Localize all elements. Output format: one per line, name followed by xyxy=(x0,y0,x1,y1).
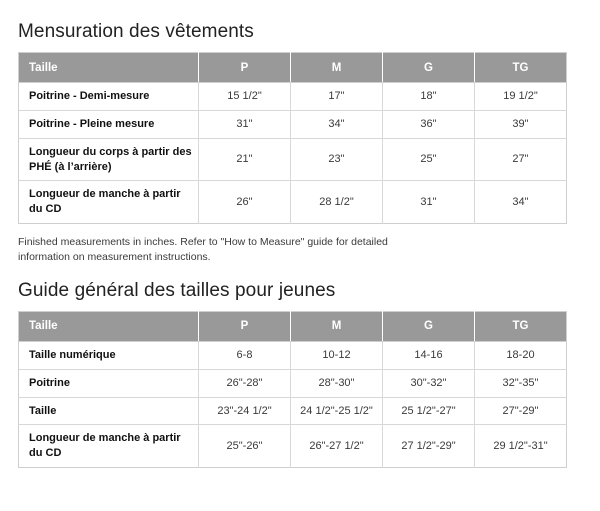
cell-g: 31" xyxy=(383,181,475,224)
cell-g: 14-16 xyxy=(383,341,475,369)
page-title-garment-measurements: Mensuration des vêtements xyxy=(18,21,254,42)
cell-g: 18" xyxy=(383,83,475,111)
column-header-tg: TG xyxy=(475,311,567,341)
table-row xyxy=(19,110,567,138)
cell-tg: 19 1/2" xyxy=(475,83,567,111)
row-label: Poitrine - Demi-mesure xyxy=(19,83,199,111)
cell-p: 25"-26" xyxy=(199,425,291,468)
cell-p: 21" xyxy=(199,138,291,181)
cell-m: 34" xyxy=(291,110,383,138)
cell-g: 30"-32" xyxy=(383,369,475,397)
cell-tg: 29 1/2"-31" xyxy=(493,439,548,452)
cell-m: 28"-30" xyxy=(291,369,383,397)
table-row xyxy=(19,138,567,181)
cell-p: 23"-24 1/2" xyxy=(199,397,291,425)
table-row xyxy=(19,425,567,468)
table-body xyxy=(19,341,567,467)
measurement-note: Finished measurements in inches. Refer to "How to Measure" guide for detailed information on measurement instructions. xyxy=(18,236,388,263)
cell-p: 26" xyxy=(199,181,291,224)
cell-tg: 27"-29" xyxy=(475,397,567,425)
cell-m: 26"-27 1/2" xyxy=(291,425,383,468)
column-header-taille: Taille xyxy=(19,311,199,341)
cell-p: 31" xyxy=(199,110,291,138)
table-row xyxy=(19,83,567,111)
garment-measurements-table xyxy=(18,52,567,224)
cell-tg: 27" xyxy=(475,138,567,181)
cell-tg: 34" xyxy=(512,195,529,208)
cell-p: 6-8 xyxy=(199,341,291,369)
table-body xyxy=(19,83,567,224)
row-label: Longueur du corps à partir des PHÉ (à l’arrière) xyxy=(19,138,199,181)
youth-size-guide-table xyxy=(18,311,567,468)
column-header-m: M xyxy=(291,53,383,83)
page-title-youth-size-guide: Guide général des tailles pour jeunes xyxy=(18,279,336,301)
cell-tg: 18-20 xyxy=(475,341,567,369)
cell-g: 36" xyxy=(383,110,475,138)
column-header-p: P xyxy=(199,311,291,341)
cell-p: 15 1/2" xyxy=(199,83,291,111)
row-label: Longueur de manche à partir du CD xyxy=(19,425,199,468)
table-header xyxy=(19,311,567,341)
row-label: Longueur de manche à partir du CD xyxy=(19,181,199,224)
row-label: Poitrine - Pleine mesure xyxy=(19,110,199,138)
column-header-g: G xyxy=(383,53,475,83)
column-header-p: P xyxy=(199,53,291,83)
row-label: Taille xyxy=(19,397,199,425)
table-header-row xyxy=(19,53,567,83)
table-header-row xyxy=(19,311,567,341)
row-label: Taille numérique xyxy=(19,341,199,369)
cell-m: 28 1/2" xyxy=(291,181,383,224)
table-header xyxy=(19,53,567,83)
column-header-tg: TG xyxy=(475,53,567,83)
cell-m: 24 1/2"-25 1/2" xyxy=(291,397,383,425)
cell-g: 25 1/2"-27" xyxy=(383,397,475,425)
cell-m: 17" xyxy=(291,83,383,111)
cell-g: 27 1/2"-29" xyxy=(383,425,475,468)
column-header-taille: Taille xyxy=(19,53,199,83)
column-header-m: M xyxy=(291,311,383,341)
row-label: Poitrine xyxy=(19,369,199,397)
cell-m: 10-12 xyxy=(291,341,383,369)
table-row xyxy=(19,181,567,224)
table-row xyxy=(19,369,567,397)
cell-tg: 39" xyxy=(475,110,567,138)
cell-tg: 32"-35" xyxy=(475,369,567,397)
cell-m: 23" xyxy=(291,138,383,181)
table-row xyxy=(19,397,567,425)
cell-g: 25" xyxy=(383,138,475,181)
column-header-g: G xyxy=(383,311,475,341)
cell-p: 26"-28" xyxy=(199,369,291,397)
table-row xyxy=(19,341,567,369)
